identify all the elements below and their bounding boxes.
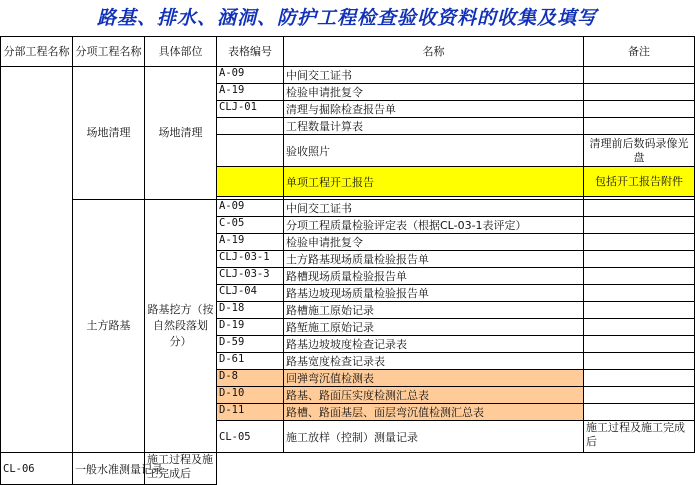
remark-cell	[584, 302, 695, 319]
remark-cell	[584, 353, 695, 370]
code-cell: D-10	[217, 387, 284, 404]
code-cell: A-09	[217, 200, 284, 217]
code-cell: CLJ-03-3	[217, 268, 284, 285]
remark-cell	[584, 268, 695, 285]
header-location: 具体部位	[145, 37, 217, 67]
name-cell: 路槽现场质量检验报告单	[284, 268, 584, 285]
remark-cell	[584, 387, 695, 404]
code-cell: D-11	[217, 404, 284, 421]
name-cell: 土方路基现场质量检验报告单	[284, 251, 584, 268]
location-cell: 路基挖方（按自然段落划分）	[145, 200, 217, 453]
code-cell: C-05	[217, 217, 284, 234]
remark-cell	[584, 67, 695, 84]
remark-cell	[584, 84, 695, 101]
name-cell: 施工放样（控制）测量记录	[284, 421, 584, 453]
header-remark: 备注	[584, 37, 695, 67]
name-cell: 路槽施工原始记录	[284, 302, 584, 319]
name-cell: 工程数量计算表	[284, 118, 584, 135]
page-title: 路基、排水、涵洞、防护工程检查验收资料的收集及填写	[96, 7, 597, 29]
header-division: 分部工程名称	[1, 37, 73, 67]
code-cell: CLJ-03-1	[217, 251, 284, 268]
inspection-table	[0, 36, 695, 485]
name-cell: 中间交工证书	[284, 67, 584, 84]
remark-cell	[584, 200, 695, 217]
name-cell: 检验申请批复令	[284, 84, 584, 101]
remark-cell: 施工过程及施工完成后	[145, 453, 217, 485]
division-name-cell: 土方路基	[73, 200, 145, 453]
remark-cell	[584, 101, 695, 118]
table-row	[1, 200, 695, 217]
name-cell: 单项工程开工报告	[284, 167, 584, 197]
remark-cell	[584, 319, 695, 336]
location-cell: 场地清理	[145, 67, 217, 200]
code-cell: CLJ-04	[217, 285, 284, 302]
remark-cell	[584, 118, 695, 135]
remark-cell: 包括开工报告附件	[584, 167, 695, 197]
name-cell: 路基边坡现场质量检验报告单	[284, 285, 584, 302]
name-cell: 路基宽度检查记录表	[284, 353, 584, 370]
code-cell	[217, 167, 284, 197]
code-cell	[217, 135, 284, 167]
header-subitem: 分项工程名称	[73, 37, 145, 67]
header-code: 表格编号	[217, 37, 284, 67]
remark-cell: 施工过程及施工完成后	[584, 421, 695, 453]
name-cell: 路基、路面压实度检测汇总表	[284, 387, 584, 404]
division-cell-blank	[1, 67, 73, 453]
name-cell: 验收照片	[284, 135, 584, 167]
code-cell: CL-05	[217, 421, 284, 453]
name-cell: 检验申请批复令	[284, 234, 584, 251]
name-cell: 路堑施工原始记录	[284, 319, 584, 336]
name-cell: 路槽、路面基层、面层弯沉值检测汇总表	[284, 404, 584, 421]
header-row	[1, 37, 695, 67]
remark-cell	[584, 370, 695, 387]
remark-cell	[584, 234, 695, 251]
remark-cell	[584, 251, 695, 268]
code-cell: D-19	[217, 319, 284, 336]
name-cell: 一般水准测量记录	[73, 453, 145, 485]
code-cell: A-09	[217, 67, 284, 84]
remark-cell	[584, 336, 695, 353]
remark-cell	[584, 404, 695, 421]
code-cell: CLJ-01	[217, 101, 284, 118]
name-cell: 回弹弯沉值检测表	[284, 370, 584, 387]
subitem-cell: 场地清理	[73, 67, 145, 200]
table-row	[1, 453, 695, 485]
name-cell: 分项工程质量检验评定表（根据CL-03-1表评定）	[284, 217, 584, 234]
name-cell: 中间交工证书	[284, 200, 584, 217]
remark-cell	[584, 285, 695, 302]
code-cell	[217, 118, 284, 135]
name-cell: 清理与掘除检查报告单	[284, 101, 584, 118]
name-cell: 路基边坡坡度检查记录表	[284, 336, 584, 353]
remark-cell: 清理前后数码录像光盘	[584, 135, 695, 167]
code-cell: D-59	[217, 336, 284, 353]
code-cell: A-19	[217, 84, 284, 101]
code-cell: CL-06	[1, 453, 73, 485]
remark-cell	[584, 217, 695, 234]
code-cell: A-19	[217, 234, 284, 251]
header-name: 名称	[284, 37, 584, 67]
code-cell: D-18	[217, 302, 284, 319]
code-cell: D-8	[217, 370, 284, 387]
table-row	[1, 67, 695, 84]
code-cell: D-61	[217, 353, 284, 370]
